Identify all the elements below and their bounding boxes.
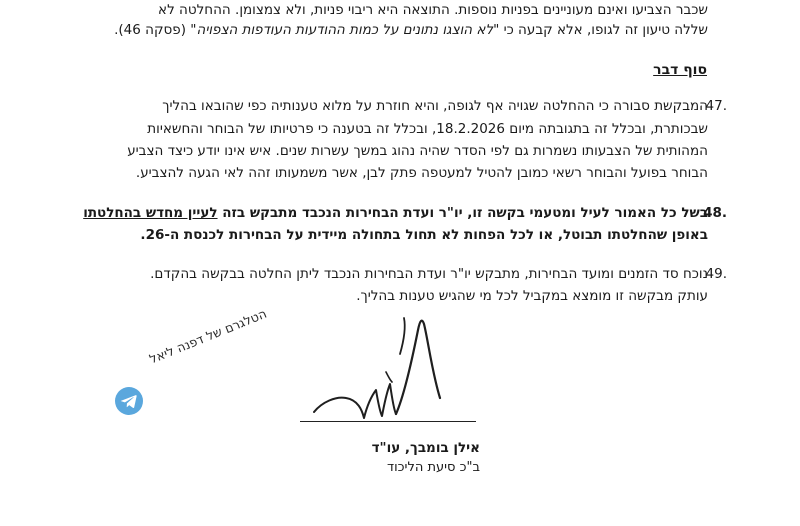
paragraph-number: 49. <box>705 266 727 282</box>
top-line-2-part-b: " (פסקה 46). <box>114 22 197 38</box>
p47-line-4: הבוחר בפועל והבוחר רשאי כמובן להטיל למעטפה פתק לבן, אשר משמעותו זהה לאי הגעה להצביע. <box>135 165 708 181</box>
p47-line-3: המהותית של הצבעותו נשמרות גם לפי הסדר שהיה נהוג במשך עשרות שנים. איש אינו יודע כיצד הצביע <box>127 143 708 159</box>
p47-line-1: המבקשת סבורה כי ההחלטה שגויה אף לגופה, והיא חוזרת על מלוא טענותיה כפי שהובאו בהליך <box>162 98 708 114</box>
p49-line-1: נוכח סד הזמנים ומועד הבחירות, מתבקש יו"ר ועדת הבחירות הנכבד ליתן החלטה בבקשה בהקדם. <box>150 266 708 282</box>
quoted-italic-text: לא הוצגו נתונים על כמות ההודעות העודפות הצפויה <box>196 22 494 38</box>
underlined-text: לעיין מחדש בהחלטתו <box>83 205 218 221</box>
top-line-2-part-a: שללה טיעון זה לגופו, אלא קבעה כי " <box>493 22 708 38</box>
signature-line <box>300 421 476 422</box>
signer-name: אילן בומבך, עו"ד <box>371 440 480 456</box>
text-line <box>114 22 708 38</box>
handwritten-signature <box>300 310 480 430</box>
text-line <box>158 2 708 18</box>
section-heading: סוף דבר <box>653 62 707 78</box>
paragraph-number: 48. <box>703 205 727 221</box>
top-line-1: שכבר הצביעו ואינם מעוניינים בפניות נוספות. התוצאה היא ריבוי פניות, ולא צמצומן. ההחלטה לא <box>158 2 708 18</box>
watermark-text: הטלגרם של דפנה ליאל <box>147 305 269 367</box>
telegram-icon <box>114 386 144 416</box>
p48-line-1 <box>83 205 708 221</box>
signer-role: ב"כ סיעת הליכוד <box>387 460 480 475</box>
paragraph-number: 47. <box>705 98 727 114</box>
p48-line-1-text: בשל כל האמור לעיל ומטעמי בקשה זו, יו"ר ועדת הבחירות הנכבד מתבקש בזה <box>217 205 708 221</box>
signer-block <box>300 440 480 475</box>
p47-line-2: שבכותרת, ובכלל זה בתגובתה מיום 18.2.2026, ובכלל זה בטענה כי פרטיותו של הבוחר והחשאיות <box>147 121 708 137</box>
p49-line-2: עותק מבקשה זו מומצא במקביל לכל מי שהגיש טענות בהליך. <box>356 288 708 304</box>
p48-line-2: באופן שהחלטתו תבוטל, או לכל הפחות לא תחול בתחולה מיידית על הבחירות לכנסת ה-26. <box>140 227 708 243</box>
